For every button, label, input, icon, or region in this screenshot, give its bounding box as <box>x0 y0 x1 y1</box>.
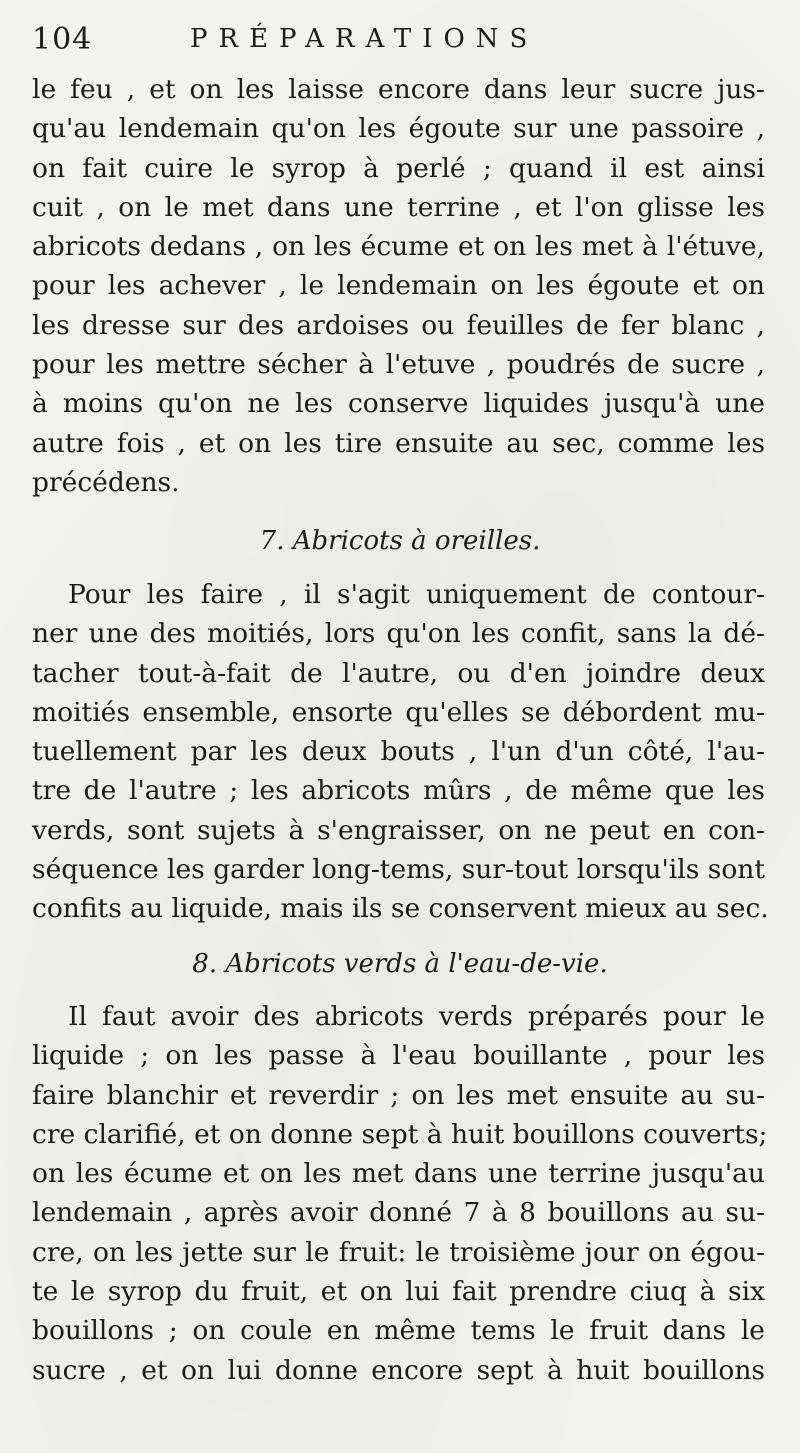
text-line: cuit , on le met dans une terrine , et l'on glisse les <box>32 191 765 223</box>
text-line: autre fois , et on les tire ensuite au sec, comme les <box>32 427 765 459</box>
continued-paragraph <box>32 70 765 502</box>
text-line: sucre , et on lui donne encore sept à huit bouillons <box>32 1354 765 1386</box>
page-number: 104 <box>32 22 93 57</box>
text-line: les dresse sur des ardoises ou feuilles de fer blanc , <box>32 309 765 341</box>
text-line: faire blanchir et reverdir ; on les met ensuite au su- <box>32 1079 765 1111</box>
text-line: ner une des moitiés, lors qu'on les confit, sans la dé- <box>32 618 765 650</box>
text-line: tuellement par les deux bouts , l'un d'un côté, l'au- <box>32 736 765 768</box>
text-line: confits au liquide, mais ils se conservent mieux au sec. <box>32 893 769 925</box>
text-line: on les écume et on les met dans une terrine jusqu'au <box>32 1158 765 1190</box>
page-header <box>30 22 770 68</box>
section-8-paragraph <box>32 997 768 1390</box>
text-line: verds, sont sujets à s'engraisser, on ne peut en con- <box>32 814 765 846</box>
text-line: liquide ; on les passe à l'eau bouillante , pour les <box>32 1040 765 1072</box>
text-line: abricots dedans , on les écume et on les met à l'étuve, <box>32 231 765 263</box>
text-line: cre, on les jette sur le fruit: le troisième jour on égou- <box>32 1236 765 1268</box>
text-line: moitiés ensemble, ensorte qu'elles se débordent mu- <box>32 696 765 728</box>
text-line: qu'au lendemain qu'on les égoute sur une passoire , <box>32 113 765 145</box>
text-line: cre clarifié, et on donne sept à huit bouillons couverts; <box>32 1118 768 1150</box>
text-line: tacher tout-à-fait de l'autre, ou d'en joindre deux <box>32 657 765 689</box>
text-line: Pour les faire , il s'agit uniquement de contour- <box>68 579 765 610</box>
text-line: Il faut avoir des abricots verds préparés pour le <box>68 1001 765 1032</box>
text-line: séquence les garder long-tems, sur-tout lorsqu'ils sont <box>32 854 765 886</box>
text-line: pour les mettre sécher à l'etuve , poudrés de sucre , <box>32 349 765 381</box>
text-line: tre de l'autre ; les abricots mûrs , de même que les <box>32 775 765 807</box>
text-line: te le syrop du fruit, et on lui fait prendre ciuq à six <box>32 1276 765 1308</box>
text-line: pour les achever , le lendemain on les égoute et on <box>32 270 765 302</box>
text-line: on fait cuire le syrop à perlé ; quand il est ainsi <box>32 152 765 184</box>
text-line: précédens. <box>32 466 180 498</box>
section-heading-7: 7. Abricots à oreilles. <box>259 526 541 556</box>
text-line: le feu , et on les laisse encore dans leur sucre jus- <box>32 74 765 105</box>
text-line: à moins qu'on ne les conserve liquides jusqu'à une <box>32 388 765 420</box>
text-line: lendemain , après avoir donné 7 à 8 bouillons au su- <box>32 1197 765 1229</box>
text-line: bouillons ; on coule en même tems le fruit dans le <box>32 1315 765 1347</box>
section-heading-8: 8. Abricots verds à l'eau-de-vie. <box>192 949 608 979</box>
section-7-paragraph <box>32 575 769 929</box>
running-title: PRÉPARATIONS <box>190 24 539 54</box>
